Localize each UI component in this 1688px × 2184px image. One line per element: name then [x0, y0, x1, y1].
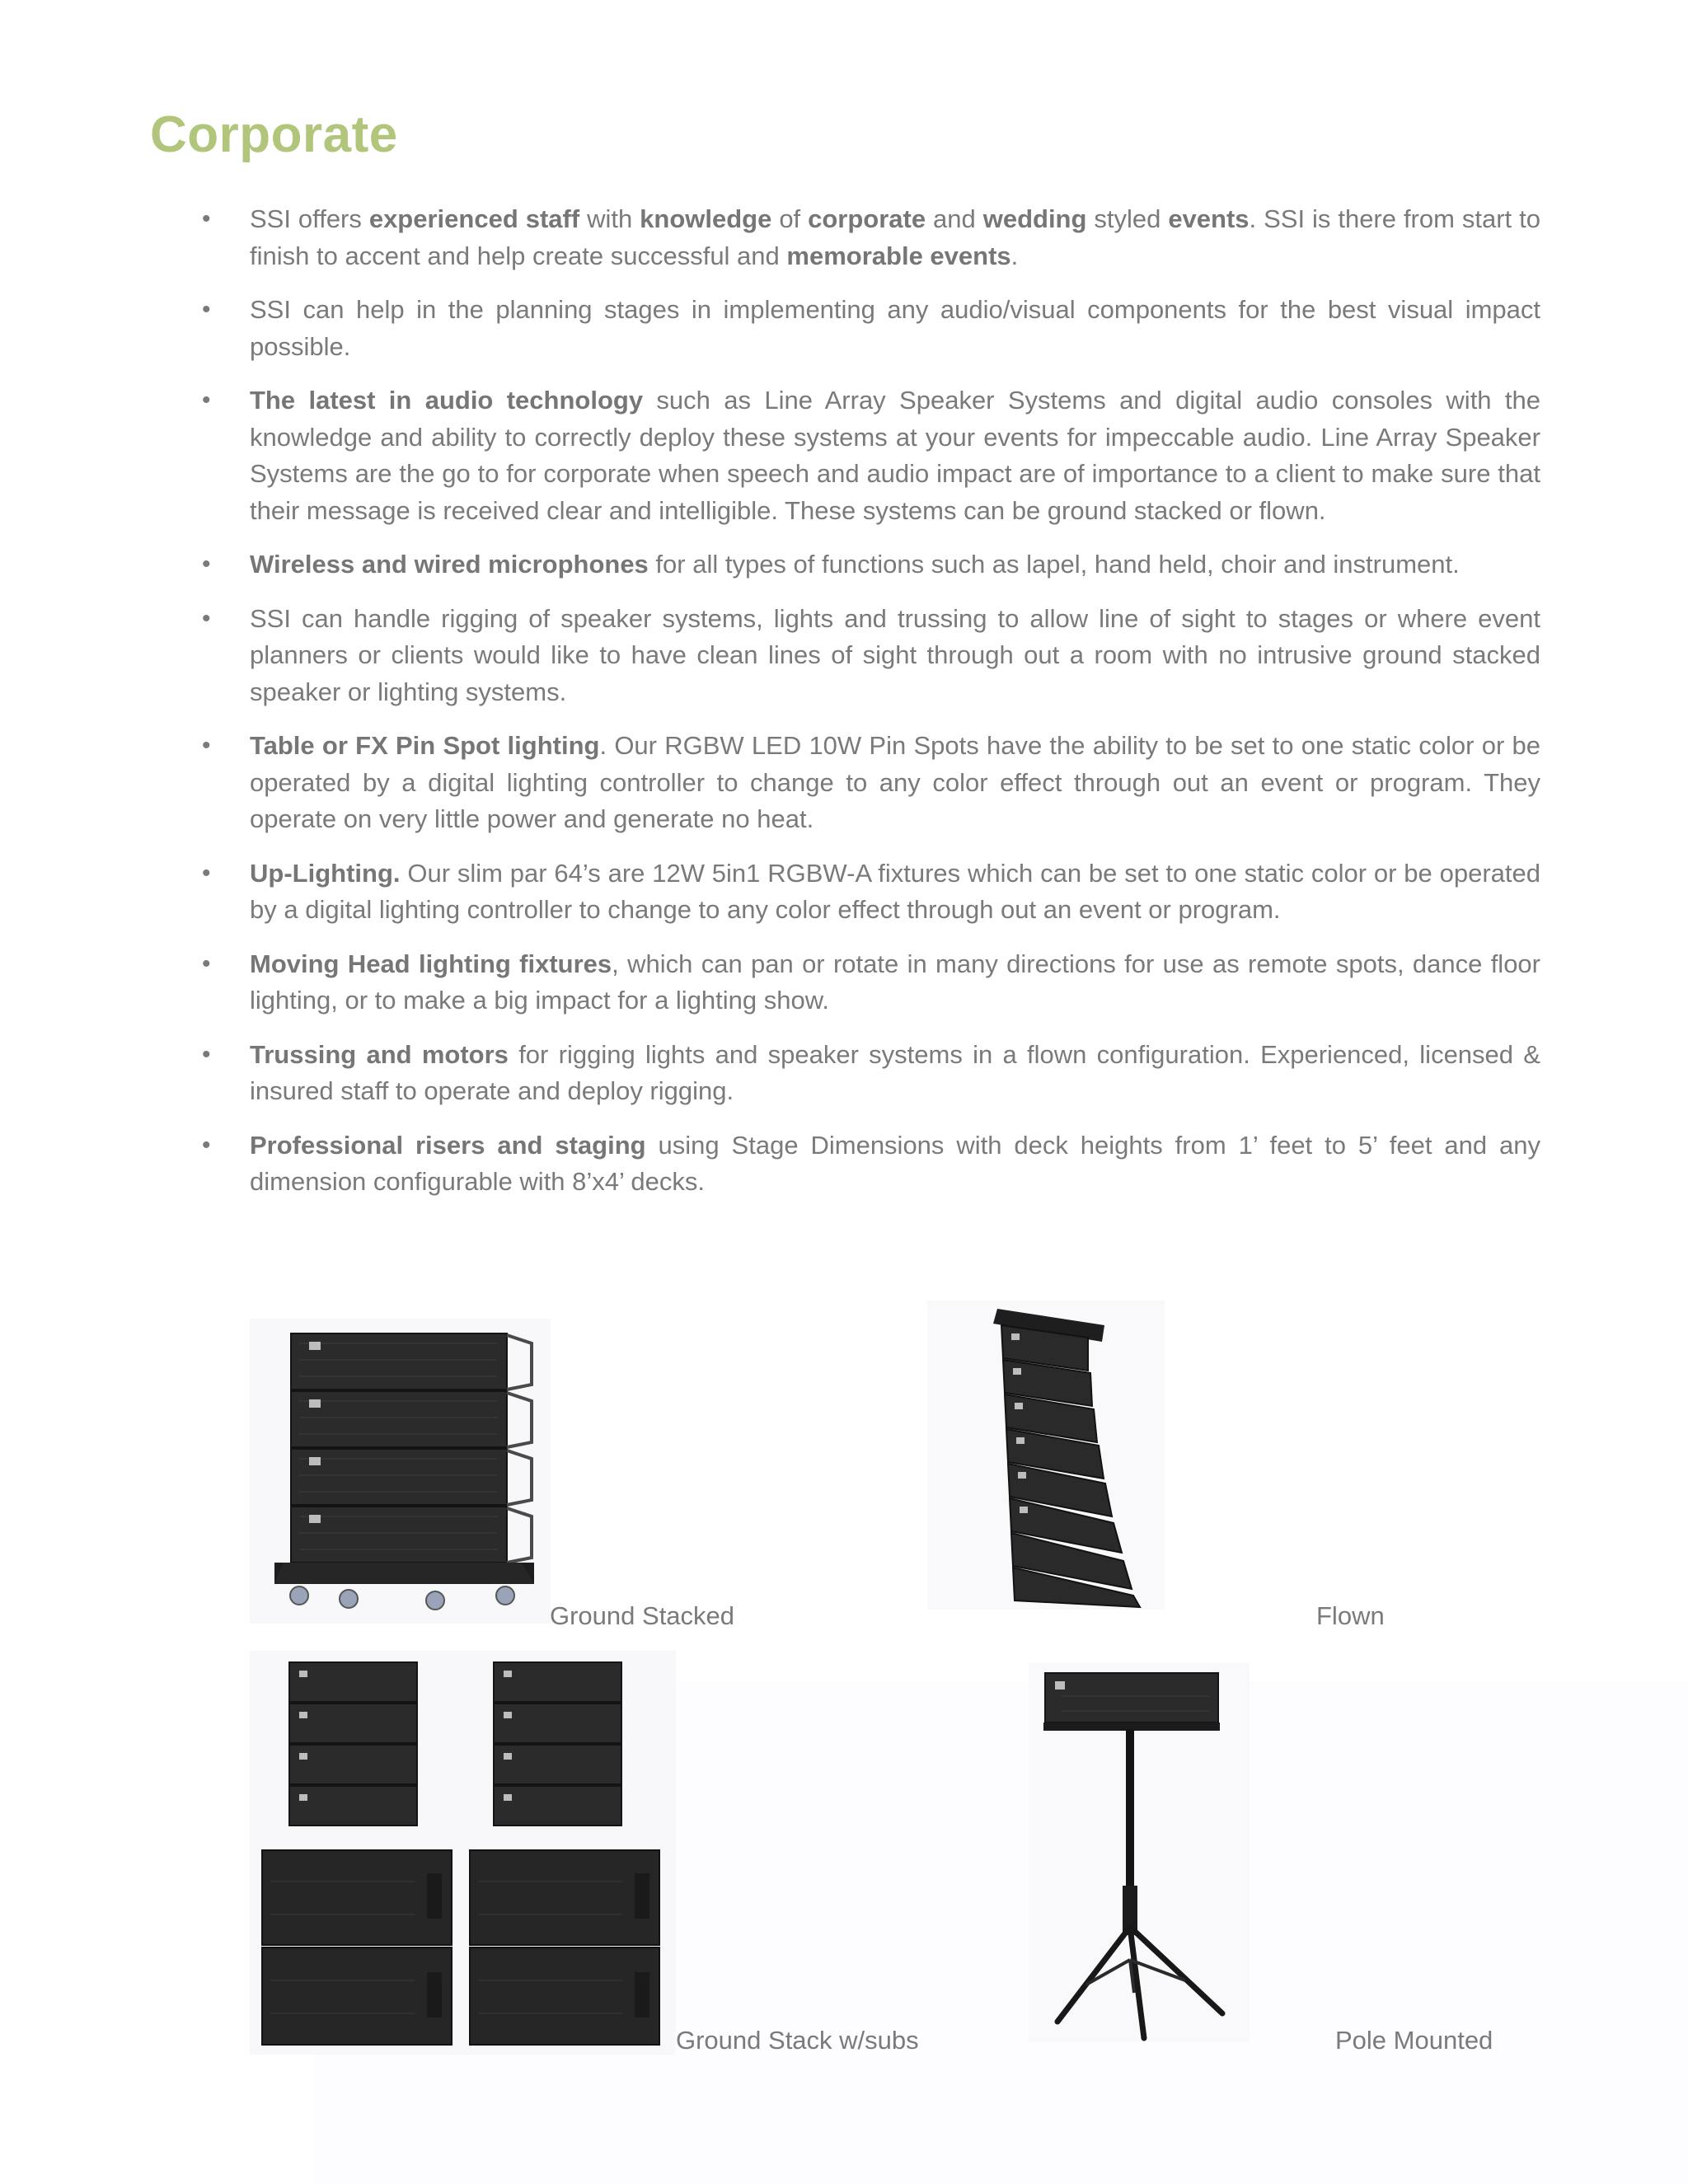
- page-title: Corporate: [150, 106, 398, 163]
- list-item: [0, 1127, 1688, 1201]
- caption-ground-stacked: Ground Stacked: [550, 1601, 735, 1630]
- list-item-text: [250, 728, 1540, 838]
- text-run: with: [579, 204, 640, 233]
- list-item-text: [250, 382, 1540, 529]
- list-item: [0, 1037, 1688, 1110]
- caption-flown: Flown: [1316, 1601, 1385, 1630]
- bullet-icon: •: [202, 604, 211, 632]
- list-item: [0, 201, 1688, 274]
- list-item-text: [250, 1127, 1540, 1201]
- list-item-text: [250, 855, 1540, 929]
- list-item-text: [250, 201, 1540, 274]
- bullet-icon: •: [202, 205, 211, 232]
- list-item: [0, 382, 1688, 529]
- text-run: , which can pan or rotate in many directions for use as remote spots, dance floor lighting, or to make a big impact for a lighting show.: [250, 949, 1541, 1015]
- text-run: for rigging lights and speaker systems in a flown configuration. Experienced, licensed & insured staff to operate and deploy rigging.: [250, 1039, 1540, 1105]
- list-item: [0, 946, 1688, 1019]
- caption-ground-stack-subs: Ground Stack w/subs: [676, 2026, 919, 2055]
- bullet-icon: •: [202, 859, 211, 887]
- bullet-icon: •: [202, 1131, 211, 1159]
- list-item: [0, 855, 1688, 929]
- text-run: styled: [1086, 204, 1169, 233]
- list-item: [0, 728, 1688, 838]
- bullet-icon: •: [202, 1040, 211, 1068]
- bold-phrase: Professional risers and staging: [250, 1130, 646, 1160]
- list-item: [0, 292, 1688, 365]
- text-run: Our slim par 64’s are 12W 5in1 RGBW-A fixtures which can be set to one static color or be operated by a digital lighting controller to change to any color effect through out an event or program.: [250, 858, 1540, 924]
- bullet-icon: •: [202, 732, 211, 759]
- bold-phrase: Table or FX Pin Spot lighting: [250, 731, 600, 760]
- list-item-text: [250, 546, 1540, 583]
- text-run: for all types of functions such as lapel, hand held, choir and instrument.: [648, 550, 1460, 579]
- bullet-icon: •: [202, 949, 211, 977]
- bold-phrase: Trussing and motors: [250, 1039, 509, 1069]
- text-run: and: [926, 204, 983, 233]
- bold-phrase: wedding: [982, 204, 1087, 233]
- bold-phrase: corporate: [808, 204, 926, 233]
- text-run: of: [771, 204, 809, 233]
- pole-mounted-photo: [1029, 1663, 1250, 2042]
- feature-list: [0, 201, 1688, 1218]
- bullet-icon: •: [202, 296, 211, 323]
- bold-phrase: Up-Lighting.: [250, 858, 401, 888]
- text-run: SSI can help in the planning stages in implementing any audio/visual components for the best visual impact possible.: [250, 295, 1540, 361]
- text-run: using Stage Dimensions with deck heights from 1’ feet to 5’ feet and any dimension configurable with 8’x4’ decks.: [250, 1130, 1540, 1196]
- ground-stacked-photo: [250, 1319, 551, 1624]
- list-item-text: [250, 292, 1540, 365]
- bold-phrase: experienced staff: [368, 204, 580, 233]
- list-item: [0, 601, 1688, 711]
- caption-pole-mounted: Pole Mounted: [1335, 2026, 1493, 2055]
- text-run: . SSI is there from start to finish to accent and help create successful and: [250, 204, 1540, 270]
- text-run: such as Line Array Speaker Systems and digital audio consoles with the knowledge and ability to correctly deploy these systems at your events for impeccable audio. Line Array Speaker Systems are the go to for corporate when speech and audio impact are of importance to a client to make sure that their message is received clear and intelligible. These systems can be ground stacked or flown.: [250, 386, 1540, 525]
- bold-phrase: Moving Head lighting fixtures: [250, 949, 612, 978]
- list-item-text: [250, 601, 1540, 711]
- text-run: .: [1010, 241, 1019, 270]
- list-item-text: [250, 946, 1540, 1019]
- bold-phrase: The latest in audio technology: [250, 386, 644, 415]
- text-run: SSI offers: [250, 204, 369, 233]
- bullet-icon: •: [202, 551, 211, 578]
- ground-stack-subs-photo: [250, 1651, 676, 2055]
- text-run: . Our RGBW LED 10W Pin Spots have the ability to be set to one static color or be operated by a digital lighting controller to change to any color effect through out an event or program. They operate on very little power and generate no heat.: [250, 731, 1540, 833]
- list-item: [0, 546, 1688, 583]
- bold-phrase: memorable events: [786, 241, 1011, 270]
- bold-phrase: knowledge: [640, 204, 772, 233]
- bullet-icon: •: [202, 387, 211, 414]
- list-item-text: [250, 1037, 1540, 1110]
- text-run: SSI can handle rigging of speaker systems, lights and trussing to allow line of sight to stages or where event planners or clients would like to have clean lines of sight through out a room with no intrusive ground stacked speaker or lighting systems.: [250, 603, 1540, 706]
- bold-phrase: Wireless and wired microphones: [250, 550, 649, 579]
- bold-phrase: events: [1168, 204, 1250, 233]
- flown-photo: [927, 1301, 1165, 1610]
